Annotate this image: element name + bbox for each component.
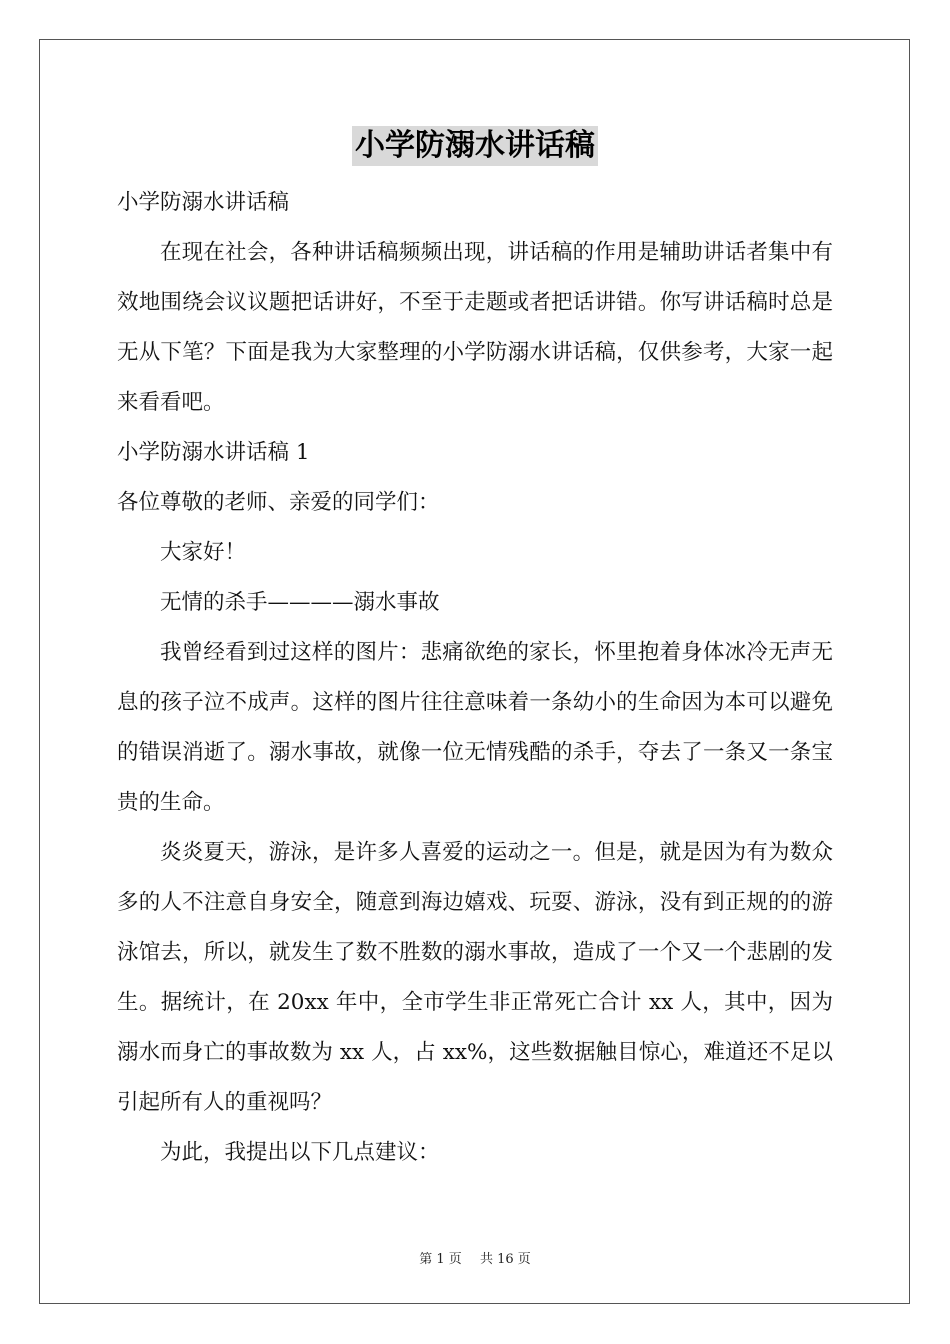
page-number: 第 1 页 (419, 1252, 462, 1267)
paragraph-subtitle: 无情的杀手————溺水事故 (160, 590, 440, 615)
page-total: 共 16 页 (479, 1252, 531, 1267)
paragraph-body: 为此，我提出以下几点建议： (160, 1140, 440, 1165)
paragraph-greeting: 大家好！ (160, 540, 247, 565)
paragraph-body: 我曾经看到过这样的图片：悲痛欲绝的家长，怀里抱着身体冰冷无声无息的孩子泣不成声。这样的图片往往意味着一条幼小的生命因为本可以避免的错误消逝了。溺水事故，就像一位无情残酷的杀手，夺去了一条又一条宝贵的生命。 (117, 640, 833, 815)
paragraph-body: 炎炎夏天，游泳，是许多人喜爱的运动之一。但是，就是因为有为数众多的人不注意自身安全，随意到海边嬉戏、玩耍、游泳，没有到正规的的游泳馆去，所以，就发生了数不胜数的溺水事故，造成了一个又一个悲剧的发生。据统计，在 20xx 年中，全市学生非正常死亡合计 xx 人，其中，因为溺水而身亡的事故数为 xx 人，占 xx%，这些数据触目惊心，难道还不足以引起所有人的重视吗？ (117, 840, 833, 1115)
page-footer (0, 1248, 950, 1267)
paragraph-section-heading: 小学防溺水讲话稿 1 (117, 440, 310, 465)
title-container (0, 126, 950, 166)
paragraph-intro: 在现在社会，各种讲话稿频频出现，讲话稿的作用是辅助讲话者集中有效地围绕会议议题把话讲好，不至于走题或者把话讲错。你写讲话稿时总是无从下笔？下面是我为大家整理的小学防溺水讲话稿，仅供参考，大家一起来看看吧。 (117, 240, 833, 415)
document-body (117, 178, 833, 1178)
paragraph-heading: 小学防溺水讲话稿 (117, 190, 290, 215)
paragraph-salutation: 各位尊敬的老师、亲爱的同学们： (117, 490, 440, 515)
document-title: 小学防溺水讲话稿 (352, 126, 598, 166)
